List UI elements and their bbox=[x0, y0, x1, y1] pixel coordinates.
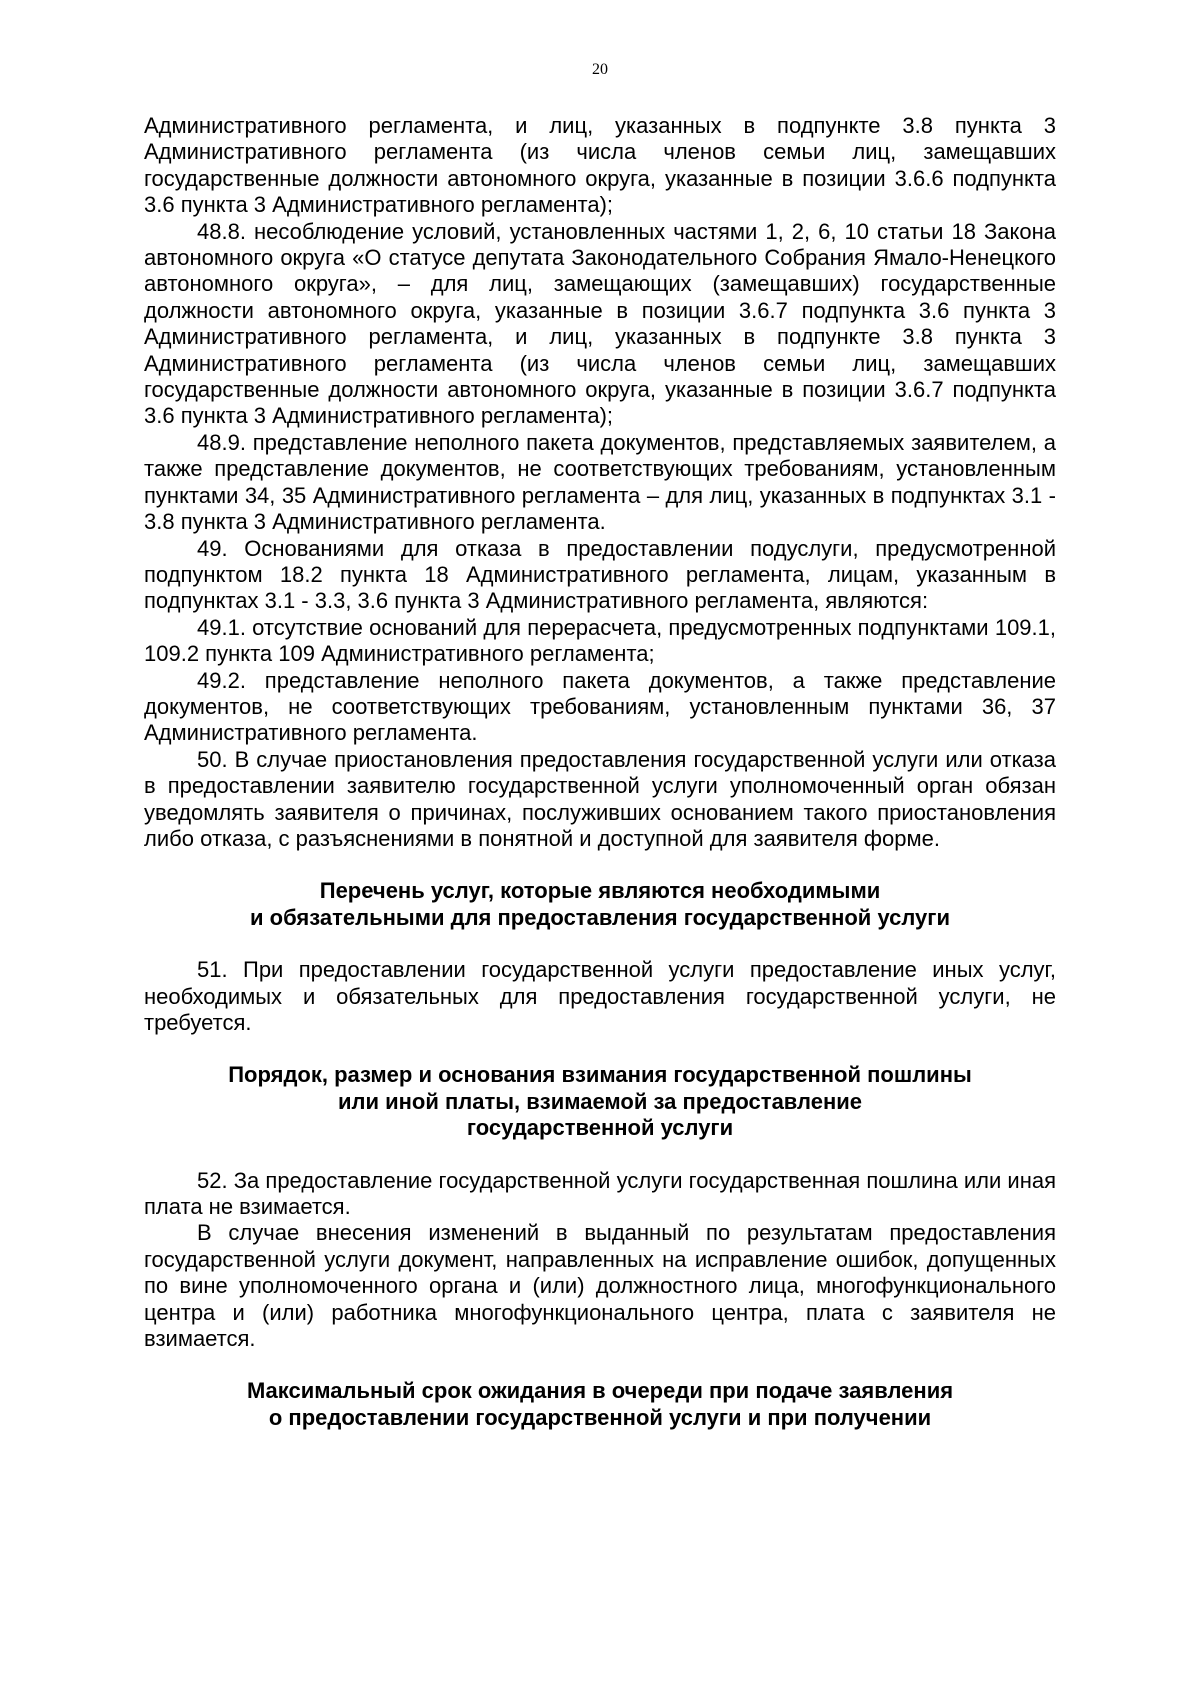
document-body bbox=[144, 113, 1056, 1431]
paragraph-52: 52. За предоставление государственной услуги государственная пошлина или иная плата не взимается. bbox=[144, 1167, 1056, 1220]
paragraph-48-8: 48.8. несоблюдение условий, установленных частями 1, 2, 6, 10 статьи 18 Закона автономного округа «О статусе депутата Законодательного Собрания Ямало-Ненецкого автономного округа», – для лиц, замещающих (замещавших) государственные должности автономного округа, указанные в позиции 3.6.7 подпункта 3.6 пункта 3 Административного регламента, и лиц, указанных в подпункте 3.8 пункта 3 Административного регламента (из числа членов семьи лиц, замещавших государственные должности автономного округа, указанные в позиции 3.6.7 подпункта 3.6 пункта 3 Административного регламента); bbox=[144, 218, 1056, 429]
paragraph-49-1: 49.1. отсутствие оснований для перерасчета, предусмотренных подпунктами 109.1, 109.2 пункта 109 Административного регламента; bbox=[144, 614, 1056, 667]
page-number: 20 bbox=[592, 61, 608, 78]
heading-line: государственной услуги bbox=[466, 1115, 734, 1141]
heading-line: или иной платы, взимаемой за предоставление bbox=[337, 1088, 863, 1114]
paragraph-continuation: Административного регламента, и лиц, указанных в подпункте 3.8 пункта 3 Административного регламента (из числа членов семьи лиц, замещавших государственные должности автономного округа, указанные в позиции 3.6.6 подпункта 3.6 пункта 3 Административного регламента); bbox=[144, 113, 1056, 218]
heading-line: о предоставлении государственной услуги и при получении bbox=[268, 1404, 932, 1430]
paragraph-50: 50. В случае приостановления предоставления государственной услуги или отказа в предоставлении заявителю государственной услуги уполномоченный орган обязан уведомлять заявителя о причинах, послуживших основанием такого приостановления либо отказа, с разъяснениями в понятной и доступной для заявителя форме. bbox=[144, 746, 1056, 851]
paragraph-51: 51. При предоставлении государственной услуги предоставление иных услуг, необходимых и обязательных для предоставления государственной услуги, не требуется. bbox=[144, 957, 1056, 1035]
section-heading-services-list bbox=[144, 878, 1056, 931]
heading-line: Максимальный срок ожидания в очереди при подаче заявления bbox=[246, 1378, 954, 1404]
section-heading-queue-time bbox=[144, 1378, 1056, 1431]
paragraph-48-9: 48.9. представление неполного пакета документов, представляемых заявителем, а также представление документов, не соответствующих требованиям, установленным пунктами 34, 35 Административного регламента – для лиц, указанных в подпунктах 3.1 - 3.8 пункта 3 Административного регламента. bbox=[144, 429, 1056, 535]
heading-line: Порядок, размер и основания взимания государственной пошлины bbox=[228, 1062, 972, 1088]
paragraph-49: 49. Основаниями для отказа в предоставлении подуслуги, предусмотренной подпунктом 18.2 пункта 18 Административного регламента, лицам, указанным в подпунктах 3.1 - 3.3, 3.6 пункта 3 Административного регламента, являются: bbox=[144, 535, 1056, 614]
heading-line: и обязательными для предоставления государственной услуги bbox=[250, 904, 950, 930]
heading-line: Перечень услуг, которые являются необходимыми bbox=[319, 878, 881, 904]
paragraph-52-amendments: В случае внесения изменений в выданный по результатам предоставления государственной услуги документ, направленных на исправление ошибок, допущенных по вине уполномоченного органа и (или) должностного лица, многофункционального центра и (или) работника многофункционального центра, плата с заявителя не взимается. bbox=[144, 1220, 1056, 1352]
section-heading-fee bbox=[144, 1062, 1056, 1141]
paragraph-49-2: 49.2. представление неполного пакета документов, а также представление документов, не соответствующих требованиям, установленным пунктами 36, 37 Административного регламента. bbox=[144, 667, 1056, 746]
